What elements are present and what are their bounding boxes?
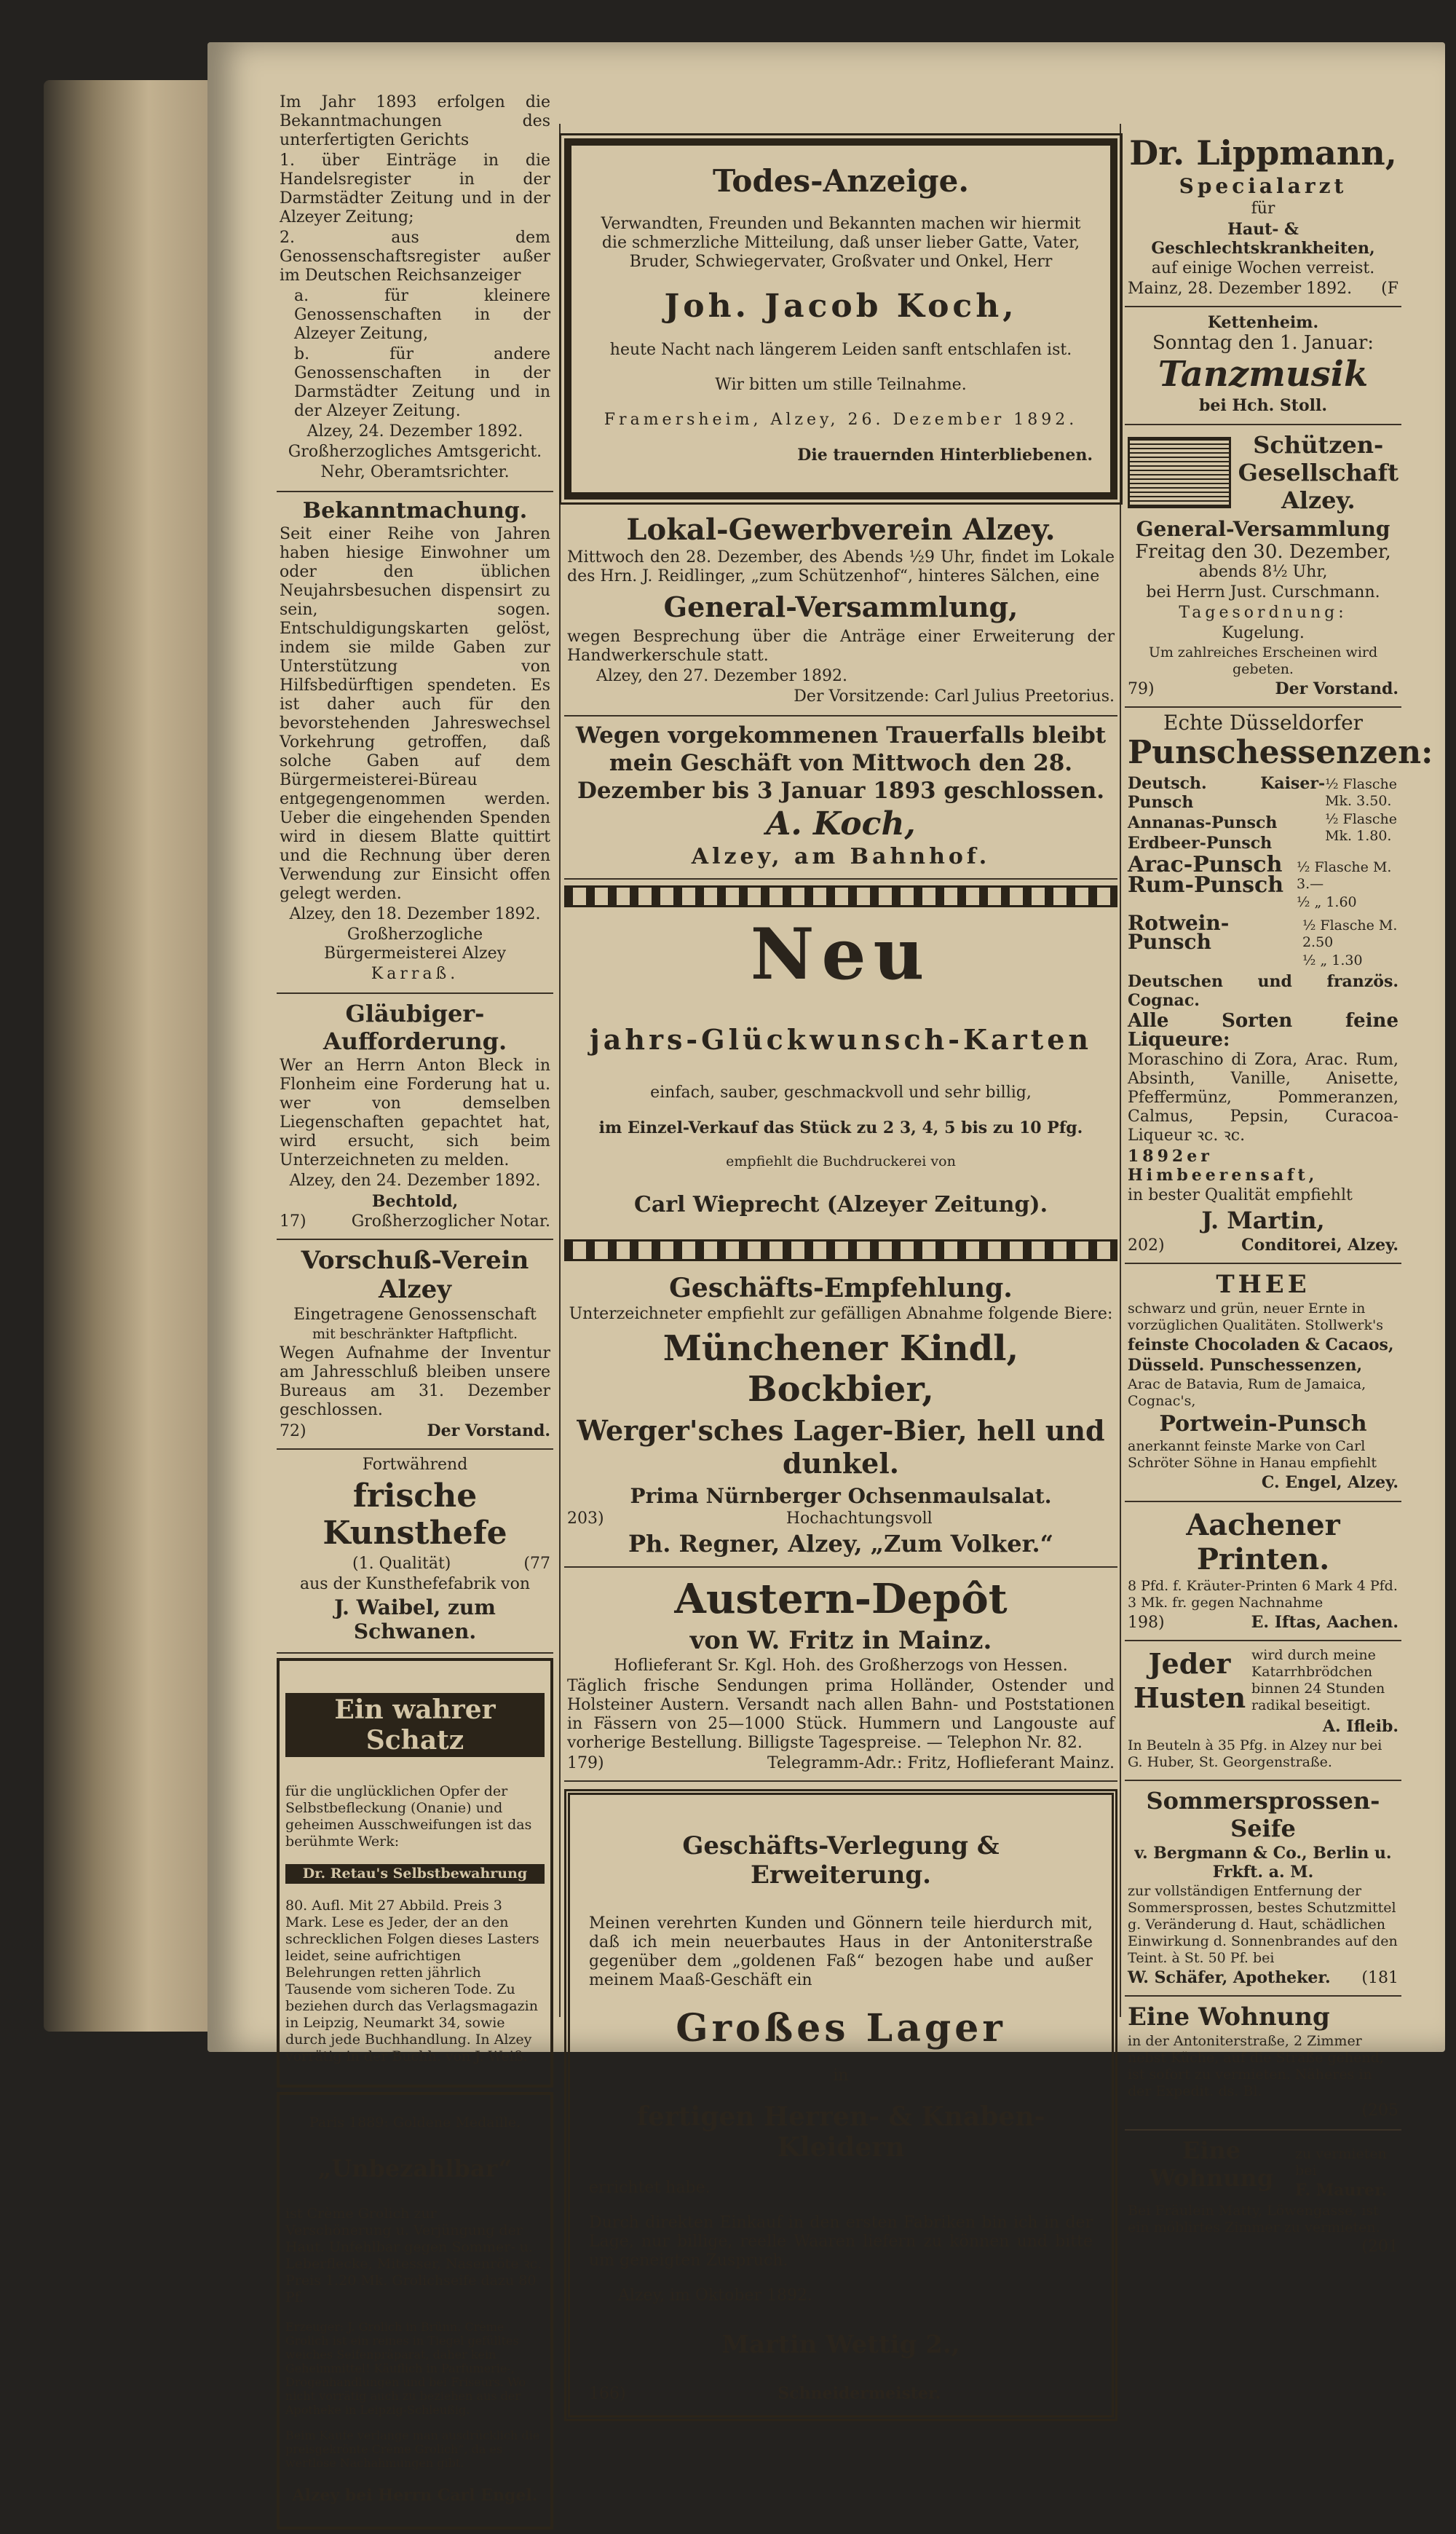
bier-name: Ph. Regner, Alzey, „Zum Volker.“ [628,1530,1054,1558]
register-item-1: 1. über Einträge in die Handelsregister in der Darmstädter Zeitung und in der Alzeyer Zeitung; [280,151,550,226]
register-court: Großherzogliches Amtsgericht. [288,443,542,461]
punsch-item2: Annanas-Punsch [1128,813,1278,832]
bier-title: Geschäfts-Empfehlung. [669,1273,1013,1303]
vorschuss-sub1: Eingetragene Genossenschaft [293,1306,537,1324]
ad-geschaefts-empfehlung [564,1267,1117,1568]
bier-num: 203) [567,1509,604,1528]
thee-name: C. Engel, Alzey. [1261,1473,1398,1492]
thee-title2: Portwein-Punsch [1159,1411,1367,1437]
kunsthefe-body: aus der Kunsthefefabrik von [299,1575,530,1593]
austern-num: 179) [567,1754,604,1772]
austern-title: Austern-Depôt [674,1575,1008,1623]
ad-aachener-printen [1125,1502,1401,1641]
vorschuss-sign: Der Vorstand. [427,1421,550,1440]
punsch-role: Conditorei, Alzey. [1241,1236,1398,1255]
thee-body1: schwarz und grün, neuer Ernte in vorzüglichen Qualitäten. Stollwerk's [1128,1300,1383,1333]
wettig-title: Geschäfts-Verlegung & Erweiterung. [682,1831,1000,1890]
tanz-place: Kettenheim. [1207,313,1319,332]
wettig-big2: fertigen Herren- & Knaben-Kleidern [636,2101,1045,2163]
glaeubiger-date: Alzey, den 24. Dezember 1892. [289,1172,541,1190]
vorschuss-sub2: mit beschränkter Haftpflicht. [312,1326,518,1342]
wettig-role: Schneidermeister. [778,2384,941,2403]
lippmann-spec: Haut- & Geschlechtskrankheiten, [1151,220,1375,258]
death-body: Verwandten, Freunden und Bekannten machen wir hiermit die schmerzliche Mitteilung, daß unser lieber Gatte, Vater, Bruder, Schwiegervater, Großvater und Onkel, Herr [601,215,1081,271]
column-left [277,87,553,2534]
column-middle [564,131,1117,2428]
ad-thee [1125,1264,1401,1502]
austern-tel: Telegramm-Adr.: Fritz, Hoflieferant Mainz. [767,1754,1115,1772]
schuetzen-sign: Der Vorstand. [1275,679,1398,698]
ad-wohnung-1 [1125,1997,1401,2131]
schatz-body1: für die unglücklichen Opfer der Selbstbefleckung (Onanie) und geheimen Ausschweifungen ist das berühmte Werk: [285,1783,532,1850]
schuetzen-note: Um zahlreiches Erscheinen wird gebeten. [1148,644,1378,677]
trauer-line2: mein Geschäft von Mittwoch den 28. [609,750,1073,776]
wettig-in: in [833,2067,849,2085]
kunsthefe-name: J. Waibel, zum Schwanen. [334,1595,496,1643]
ad-schuetzen [1125,425,1401,708]
schuetzen-title: Schützen-Gesellschaft Alzey. [1238,431,1398,514]
printen-name: E. Iftas, Aachen. [1251,1613,1398,1632]
trauer-line3: Dezember bis 3 Januar 1893 geschlossen. [577,778,1105,804]
schuetzen-agenda: Tagesordnung: [1179,604,1348,622]
punsch-item1: Deutsch. Kaiser-Punsch [1128,774,1326,812]
lokal-sign: Der Vorsitzende: Carl Julius Preetorius. [794,687,1115,706]
schuetzen-item: Kugelung. [1222,624,1305,642]
punsch-liqueure: Alle Sorten feine Liqueure: [1128,1010,1398,1051]
punsch-name: J. Martin, [1201,1207,1325,1234]
column-rule-right [1120,124,1121,2017]
death-title: Todes-Anzeige. [713,163,969,199]
shooter-illustration [1128,437,1231,508]
wohnung1-title: Eine Wohnung [1128,2002,1330,2032]
austern-sub: von W. Fritz in Mainz. [689,1626,992,1655]
neu-sub: jahrs-Glückwunsch-Karten [589,1023,1093,1056]
neu-body1: einfach, sauber, geschmackvoll und sehr billig, [650,1084,1032,1102]
lokal-title2: General-Versammlung, [663,591,1018,623]
bekanntmachung-body: Seit einer Reihe von Jahren haben hiesige Einwohner um oder den üblichen Neujahrsbesuchen dispensirt zu sein, sogen. Entschuldigungskarten gelöst, indem sie milde Gaben zur Unterstützung von Hilfsbedürftigen spendeten. Es ist daher auch für den bevorstehenden Jahreswechsel Vorkehrung getroffen, daß solche Gaben auf dem Bürgermeisterei-Büreau entgegengenommen werden. Ueber die eingehenden Spenden wird in diesem Blatte quittirt und die Rechnung über deren Verwendung zur Einsicht offen gelegt werden. [280,525,550,903]
kunsthefe-quality: (1. Qualität) [352,1555,451,1573]
punsch-item3: Erdbeer-Punsch [1128,834,1273,853]
seife-body: zur vollständigen Entfernung der Sommersprossen, bestes Schutzmittel g. Veränderung d. Haut, schädlichen Einwirkung d. Sonnenbrandes auf den Teint. à St. 50 Pf. bei [1128,1883,1398,1966]
lippmann-away: auf einige Wochen verreist. [1151,259,1375,277]
tanz-by: bei Hch. Stoll. [1199,396,1327,415]
wettig-big: Großes Lager [676,2006,1006,2051]
austern-sub2: Hoflieferant Sr. Kgl. Hoh. des Großherzogs von Hessen. [614,1657,1068,1675]
ad-dr-lippmann [1125,127,1401,307]
register-intro: Im Jahr 1893 erfolgen die Bekanntmachungen des unterfertigten Gerichts [280,93,550,149]
death-body3: Wir bitten um stille Teilnahme. [715,376,967,394]
austern-body: Täglich frische Sendungen prima Holländer, Ostender und Holsteiner Austern. Versandt nach allen Bahn- und Poststationen in Fässern von 25—1000 Stück. Hummern und Langouste auf vorherige Bestellung. Billigste Tagespreise. — Telephon Nr. 82. [567,1677,1115,1752]
husten-body1: wird durch meine Katarrhbrödchen binnen 24 Stunden radikal beseitigt. [1251,1647,1385,1713]
bekanntmachung-sign2: Karraß. [371,965,459,983]
schatz-title: Ein wahrer Schatz [285,1693,545,1757]
punsch-himbeer: 1892er Himbeerensaft, [1128,1147,1318,1185]
schuetzen-date: Freitag den 30. Dezember, [1135,541,1391,563]
bekanntmachung-date: Alzey, den 18. Dezember 1892. [289,905,541,923]
trauer-line1: Wegen vorgekommenen Trauerfalls bleibt [575,722,1107,749]
death-body2: heute Nacht nach längerem Leiden sanft entschlafen ist. [609,341,1072,359]
schuetzen-sub: General-Versammlung [1136,517,1390,541]
register-item-2: 2. aus dem Genossenschaftsregister außer im Deutschen Reichsanzeiger [280,229,550,285]
seife-num: (181 [1361,1969,1398,1987]
wohnung2-side: zu vermieten bei [1295,2146,1387,2179]
bier-greet: Hochachtungsvoll [786,1509,933,1528]
ad-creme-grolich [277,2092,553,2530]
wohnung1-num: (205 [1361,2101,1398,2120]
seife-title: Sommersprossen-Seife [1146,1787,1380,1842]
thee-body5: anerkannt feinste Marke von Carl Schröter Söhne in Hanau empfiehlt [1128,1438,1377,1471]
wettig-num: 166) [589,2385,626,2403]
vorschuss-body: Wegen Aufnahme der Inventur am Jahresschluß bleiben unsere Bureaus am 31. Dezember geschlossen. [280,1344,550,1419]
trauer-name: A. Koch, [766,805,916,842]
husten-title1: Jeder [1148,1647,1231,1680]
ad-vorschuss-verein [277,1240,553,1450]
punsch-cognac: Deutschen und französ. Cognac. [1128,972,1398,1010]
register-date: Alzey, 24. Dezember 1892. [306,422,523,441]
grolich-body1: ist Crème Grolich zur Verschönerung u. Verjüngung der Haut. Unfehlbar gegen Sommer- u. Leberflecke, Mitesser, Nasenröte ꝛc. Preis 1.20 Mk. Grolichseife dazu 80 Pf. [285,2206,542,2305]
ad-wohnung-2 [1125,2131,1401,2265]
punsch-price5: ½ Flasche M. 2.50 [1302,917,1398,950]
bekanntmachung-sign1: Großherzogliche Bürgermeisterei Alzey [323,925,507,963]
lokal-title: Lokal-Gewerbverein Alzey. [626,513,1056,547]
glaeubiger-num: 17) [280,1212,306,1231]
schatz-body2: 80. Aufl. Mit 27 Abbild. Preis 3 Mark. Lese es Jeder, der an den schrecklichen Folgen dieses Lasters leidet, seine aufrichtigen Belehrungen retten jährlich Tausende vom sicheren Tode. Zu beziehen durch das Verlagsmagazin in Leipzig, Neumarkt 34, sowie durch jede Buchhandlung. In Alzey vorrätig in der Buchh. von J. Weiß. [285,1898,539,2064]
schuetzen-time: abends 8½ Uhr, [1198,563,1328,581]
wohnung2-name: F. Maurer. [1295,2181,1388,2200]
schuetzen-num: 79) [1128,680,1155,698]
neu-name: Carl Wieprecht (Alzeyer Zeitung). [633,1192,1048,1217]
schuetzen-where: bei Herrn Just. Curschmann. [1146,583,1380,601]
neu-body2: im Einzel-Verkauf das Stück zu 2 3, 4, 5 bis zu 10 Pfg. [598,1118,1083,1137]
register-item-2b: b. für andere Genossenschaften in der Darmstädter Zeitung und in der Alzeyer Zeitung. [294,345,550,420]
wettig-body1: Meinen verehrten Kunden und Gönnern teile hierdurch mit, daß ich mein neuerbautes Haus in der Antoniterstraße gegenüber dem „goldenen Faß“ bezogen habe und außer meinem Maaß-Geschäft ein [589,1914,1093,1989]
ad-kunsthefe [277,1450,553,1654]
kunsthefe-title: frische Kunsthefe [323,1477,507,1552]
bier-line2: Werger'sches Lager-Bier, hell und dunkel. [577,1414,1105,1480]
book-page-edges [44,80,218,2032]
ad-glaeubiger [277,994,553,1240]
grolich-body2: Erzeuger: J. Grolich in Brünn. Crème Grolich ist ein reines in Tiegel gefülltes weiches Seifenpräparat, daher kein Geheimmittel! Käuflich in Parfumerie-, Drogenhandlungen und bei Friseurs. Wo nicht vorrätig auch zu beziehen aus der Apotheke in Leipzig-Schleußig. [285,2320,526,2417]
grolich-footer: Alzey bei Herrn Carl Engel. [292,2486,538,2505]
ad-martin-wettig [564,1789,1117,2421]
column-rule-left [559,124,561,2017]
punsch-qual: in bester Qualität empfiehlt [1128,1186,1353,1204]
bier-body: Unterzeichneter empfiehlt zur gefälligen Abnahme folgende Biere: [569,1305,1113,1323]
ad-wahrer-schatz [277,1658,553,2088]
thee-body3: Düsseld. Punschessenzen, [1128,1356,1363,1375]
punsch-item4: Arac-Punsch [1128,852,1283,877]
lippmann-date: Mainz, 28. Dezember 1892. [1128,280,1353,298]
glaeubiger-title: Gläubiger-Aufforderung. [323,1000,507,1055]
punsch-price6: ½ „ 1.30 [1302,952,1363,968]
glaeubiger-role: Großherzoglicher Notar. [351,1212,550,1231]
ad-bekanntmachung [277,492,553,994]
register-sign: Nehr, Oberamtsrichter. [320,463,510,481]
bier-line1: Münchener Kindl, Bockbier, [662,1328,1019,1410]
husten-body2: In Beuteln à 35 Pfg. in Alzey nur bei G. Huber, St. Georgenstraße. [1128,1737,1382,1770]
grolich-pre: Paris 1889: Goldene Medaille. [309,2115,521,2131]
lippmann-for: für [1251,200,1275,218]
ad-punschessenzen [1125,708,1433,1264]
grolich-title: „Unbezahlbar“ [317,2155,513,2182]
printen-title: Aachener Printen. [1186,1508,1340,1576]
punsch-price2: ½ Flasche Mk. 1.80. [1325,811,1397,844]
husten-title2: Husten [1133,1681,1246,1714]
column-right [1125,127,1433,2265]
ad-austern-depot [564,1568,1117,1782]
punsch-title: Punschessenzen: [1128,734,1433,771]
register-item-2a: a. für kleinere Genossenschaften in der Alzeyer Zeitung, [294,287,550,343]
lippmann-mark: (F [1381,280,1398,298]
ad-husten [1125,1641,1401,1781]
vorschuss-num: 72) [280,1422,306,1440]
lokal-date: Alzey, den 27. Dezember 1892. [596,667,847,685]
tanz-date: Sonntag den 1. Januar: [1152,332,1374,354]
punsch-num: 202) [1128,1236,1165,1255]
glaeubiger-body: Wer an Herrn Anton Bleck in Flonheim eine Forderung hat u. wer von demselben Liegenschaften gepachtet hat, wird ersucht, sich beim Unterzeichneten zu melden. [280,1057,550,1169]
trauer-place: Alzey, am Bahnhof. [691,844,991,869]
neu-title: Neu [750,913,932,995]
wohnung1-body: in der Antoniterstraße, 2 Zimmer nebst Küche, auf die Straße gehend, ist sofort zu vermieten. Näheres in der Expedit. ds. Bl. [1128,2033,1384,2099]
death-name: Joh. Jacob Koch, [664,288,1018,325]
ornament-border-top [564,885,1117,907]
wohnung2-title: Eine Wohnung [1149,2136,1274,2192]
seife-maker: v. Bergmann & Co., Berlin u. Frkft. a. M. [1134,1844,1392,1882]
wettig-body2: errichtet habe. [589,2179,711,2197]
punsch-pre: Echte Düsseldorfer [1163,711,1364,735]
ad-tanzmusik [1125,307,1401,425]
neu-body3: empfiehlt die Buchdruckerei von [726,1153,956,1169]
kunsthefe-pre: Fortwährend [362,1456,468,1474]
ad-lokal-gewerbverein [564,507,1117,717]
wettig-body3: Durch direkten Einkauf in den ersten Fabriken bin ich in der Lage, nur billige, reelle Waaren liefern zu können und bitte um geneigten Zuspruch. [589,2214,1093,2270]
punsch-item6: Rotwein-Punsch [1128,911,1230,954]
wettig-name: Martin Wettig 2., [721,2330,960,2359]
printen-num: 198) [1128,1614,1165,1632]
thee-body4: Arac de Batavia, Rum de Jamaica, Cognac's, [1128,1376,1366,1409]
tanz-title: Tanzmusik [1158,354,1369,395]
lippmann-sub: Specialarzt [1179,174,1348,198]
husten-name: A. Ifleib. [1322,1717,1398,1736]
wohnung2-num: (201 [1361,2238,1398,2256]
ad-neujahrskarten [564,913,1117,1217]
grolich-body3: Beim Kaufe verlange man ausdrücklich die preisgekrönte Crème Grolich“, da es wertlose Nachahmungen gibt. [285,2428,540,2470]
punsch-price3: ½ Flasche M. 3.— [1297,859,1392,892]
wohnung2-body: Bei Fräulein Matty, Löwengasse, ist ein möblirtes Zimmer zu vermieten. [1128,2203,1380,2235]
punsch-liqlist: Moraschino di Zora, Arac. Rum, Absinth, Vanille, Anisette, Pfeffermünz, Pommeranzen, Calmus, Pepsin, Curacoa-Liqueur ꝛc. ꝛc. [1128,1051,1398,1145]
ad-register-notice [277,87,553,492]
death-place: Framersheim, Alzey, 26. Dezember 1892. [604,411,1078,429]
thee-body2: feinste Chocoladen & Cacaos, [1128,1335,1394,1354]
bekanntmachung-title: Bekanntmachung. [302,498,528,524]
lokal-body2: wegen Besprechung über die Anträge einer Erweiterung der Handwerkerschule statt. [567,628,1115,665]
bier-line3: Prima Nürnberger Ochsenmaulsalat. [630,1484,1052,1508]
schatz-book: Dr. Retau's Selbstbewahrung [285,1864,545,1884]
vorschuss-title: Vorschuß-Verein Alzey [301,1246,529,1304]
punsch-price4: ½ „ 1.60 [1297,894,1357,910]
death-sign: Die trauernden Hinterbliebenen. [797,446,1093,465]
printen-body: 8 Pfd. f. Kräuter-Printen 6 Mark 4 Pfd. 3 Mk. fr. gegen Nachnahme [1128,1578,1398,1611]
kunsthefe-num: (77 [523,1555,550,1573]
thee-title: THEE [1216,1270,1310,1299]
ad-sommersprossen-seife [1125,1781,1401,1997]
wettig-date: Alzey, im Oktober 1892. [618,2286,812,2305]
punsch-price1: ½ Flasche Mk. 3.50. [1325,776,1397,809]
ad-trauerfall [564,717,1117,880]
ornament-border-bottom [564,1239,1117,1261]
lokal-body1: Mittwoch den 28. Dezember, des Abends ½9 Uhr, findet im Lokale des Hrn. J. Reidlinger, „zum Schützenhof“, hinteres Sälchen, eine [567,548,1115,585]
seife-name: W. Schäfer, Apotheker. [1128,1968,1331,1987]
punsch-item5: Rum-Punsch [1128,872,1284,898]
lippmann-title: Dr. Lippmann, [1129,133,1397,173]
ad-todes-anzeige [564,138,1117,500]
glaeubiger-name: Bechtold, [371,1192,459,1211]
